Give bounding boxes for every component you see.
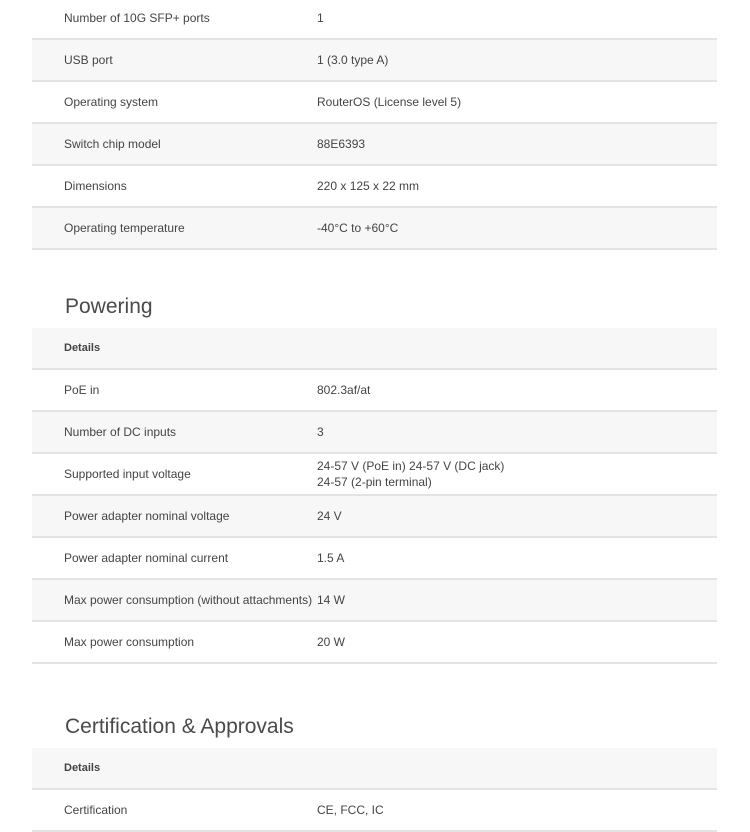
row-label: USB port — [64, 53, 113, 67]
row-value: RouterOS (License level 5) — [317, 95, 462, 109]
table-header-row — [32, 328, 717, 370]
table-row — [32, 412, 717, 454]
row-label: Max power consumption (without attachments) — [64, 593, 313, 607]
row-label: Number of DC inputs — [64, 425, 177, 439]
header-label: Details — [64, 762, 101, 774]
section-title-powering: Powering — [65, 295, 153, 318]
row-label: Max power consumption — [64, 635, 195, 649]
certification-table — [32, 748, 717, 832]
row-label: Certification — [64, 803, 128, 817]
row-value: 14 W — [317, 593, 346, 607]
table-row — [32, 538, 717, 580]
row-label: Operating temperature — [64, 221, 185, 235]
row-label: Supported input voltage — [64, 467, 191, 481]
row-value: 88E6393 — [317, 137, 366, 151]
row-value: 20 W — [317, 635, 346, 649]
row-value: 1.5 A — [317, 551, 345, 565]
row-label: Number of 10G SFP+ ports — [64, 11, 210, 25]
table-row — [32, 496, 717, 538]
powering-table — [32, 328, 717, 664]
row-value: 802.3af/at — [317, 383, 371, 397]
row-label: Power adapter nominal voltage — [64, 509, 230, 523]
row-value: -40°C to +60°C — [317, 221, 399, 235]
table-row — [32, 208, 717, 250]
row-value: 1 (3.0 type A) — [317, 53, 389, 67]
row-value — [317, 458, 717, 490]
table-row — [32, 166, 717, 208]
table-row — [32, 82, 717, 124]
section-title-certification: Certification & Approvals — [65, 715, 294, 738]
header-label: Details — [64, 342, 101, 354]
row-value: 24 V — [317, 509, 342, 523]
table-row — [32, 580, 717, 622]
row-value-line-2: 24-57 (2-pin terminal) — [317, 475, 432, 489]
row-label: Operating system — [64, 95, 159, 109]
row-label: Switch chip model — [64, 137, 161, 151]
table-row — [32, 790, 717, 832]
spec-table — [32, 0, 717, 250]
row-value-line-1: 24-57 V (PoE in) 24-57 V (DC jack) — [317, 459, 505, 473]
table-row — [32, 124, 717, 166]
row-label: Power adapter nominal current — [64, 551, 229, 565]
table-row — [32, 40, 717, 82]
row-value: CE, FCC, IC — [317, 803, 384, 817]
table-row — [32, 370, 717, 412]
table-row — [32, 0, 717, 40]
row-value: 220 x 125 x 22 mm — [317, 179, 420, 193]
row-value: 3 — [317, 425, 324, 439]
row-value: 1 — [317, 11, 324, 25]
table-row — [32, 454, 717, 496]
row-label: Dimensions — [64, 179, 127, 193]
table-header-row — [32, 748, 717, 790]
table-row — [32, 622, 717, 664]
row-label: PoE in — [64, 383, 100, 397]
